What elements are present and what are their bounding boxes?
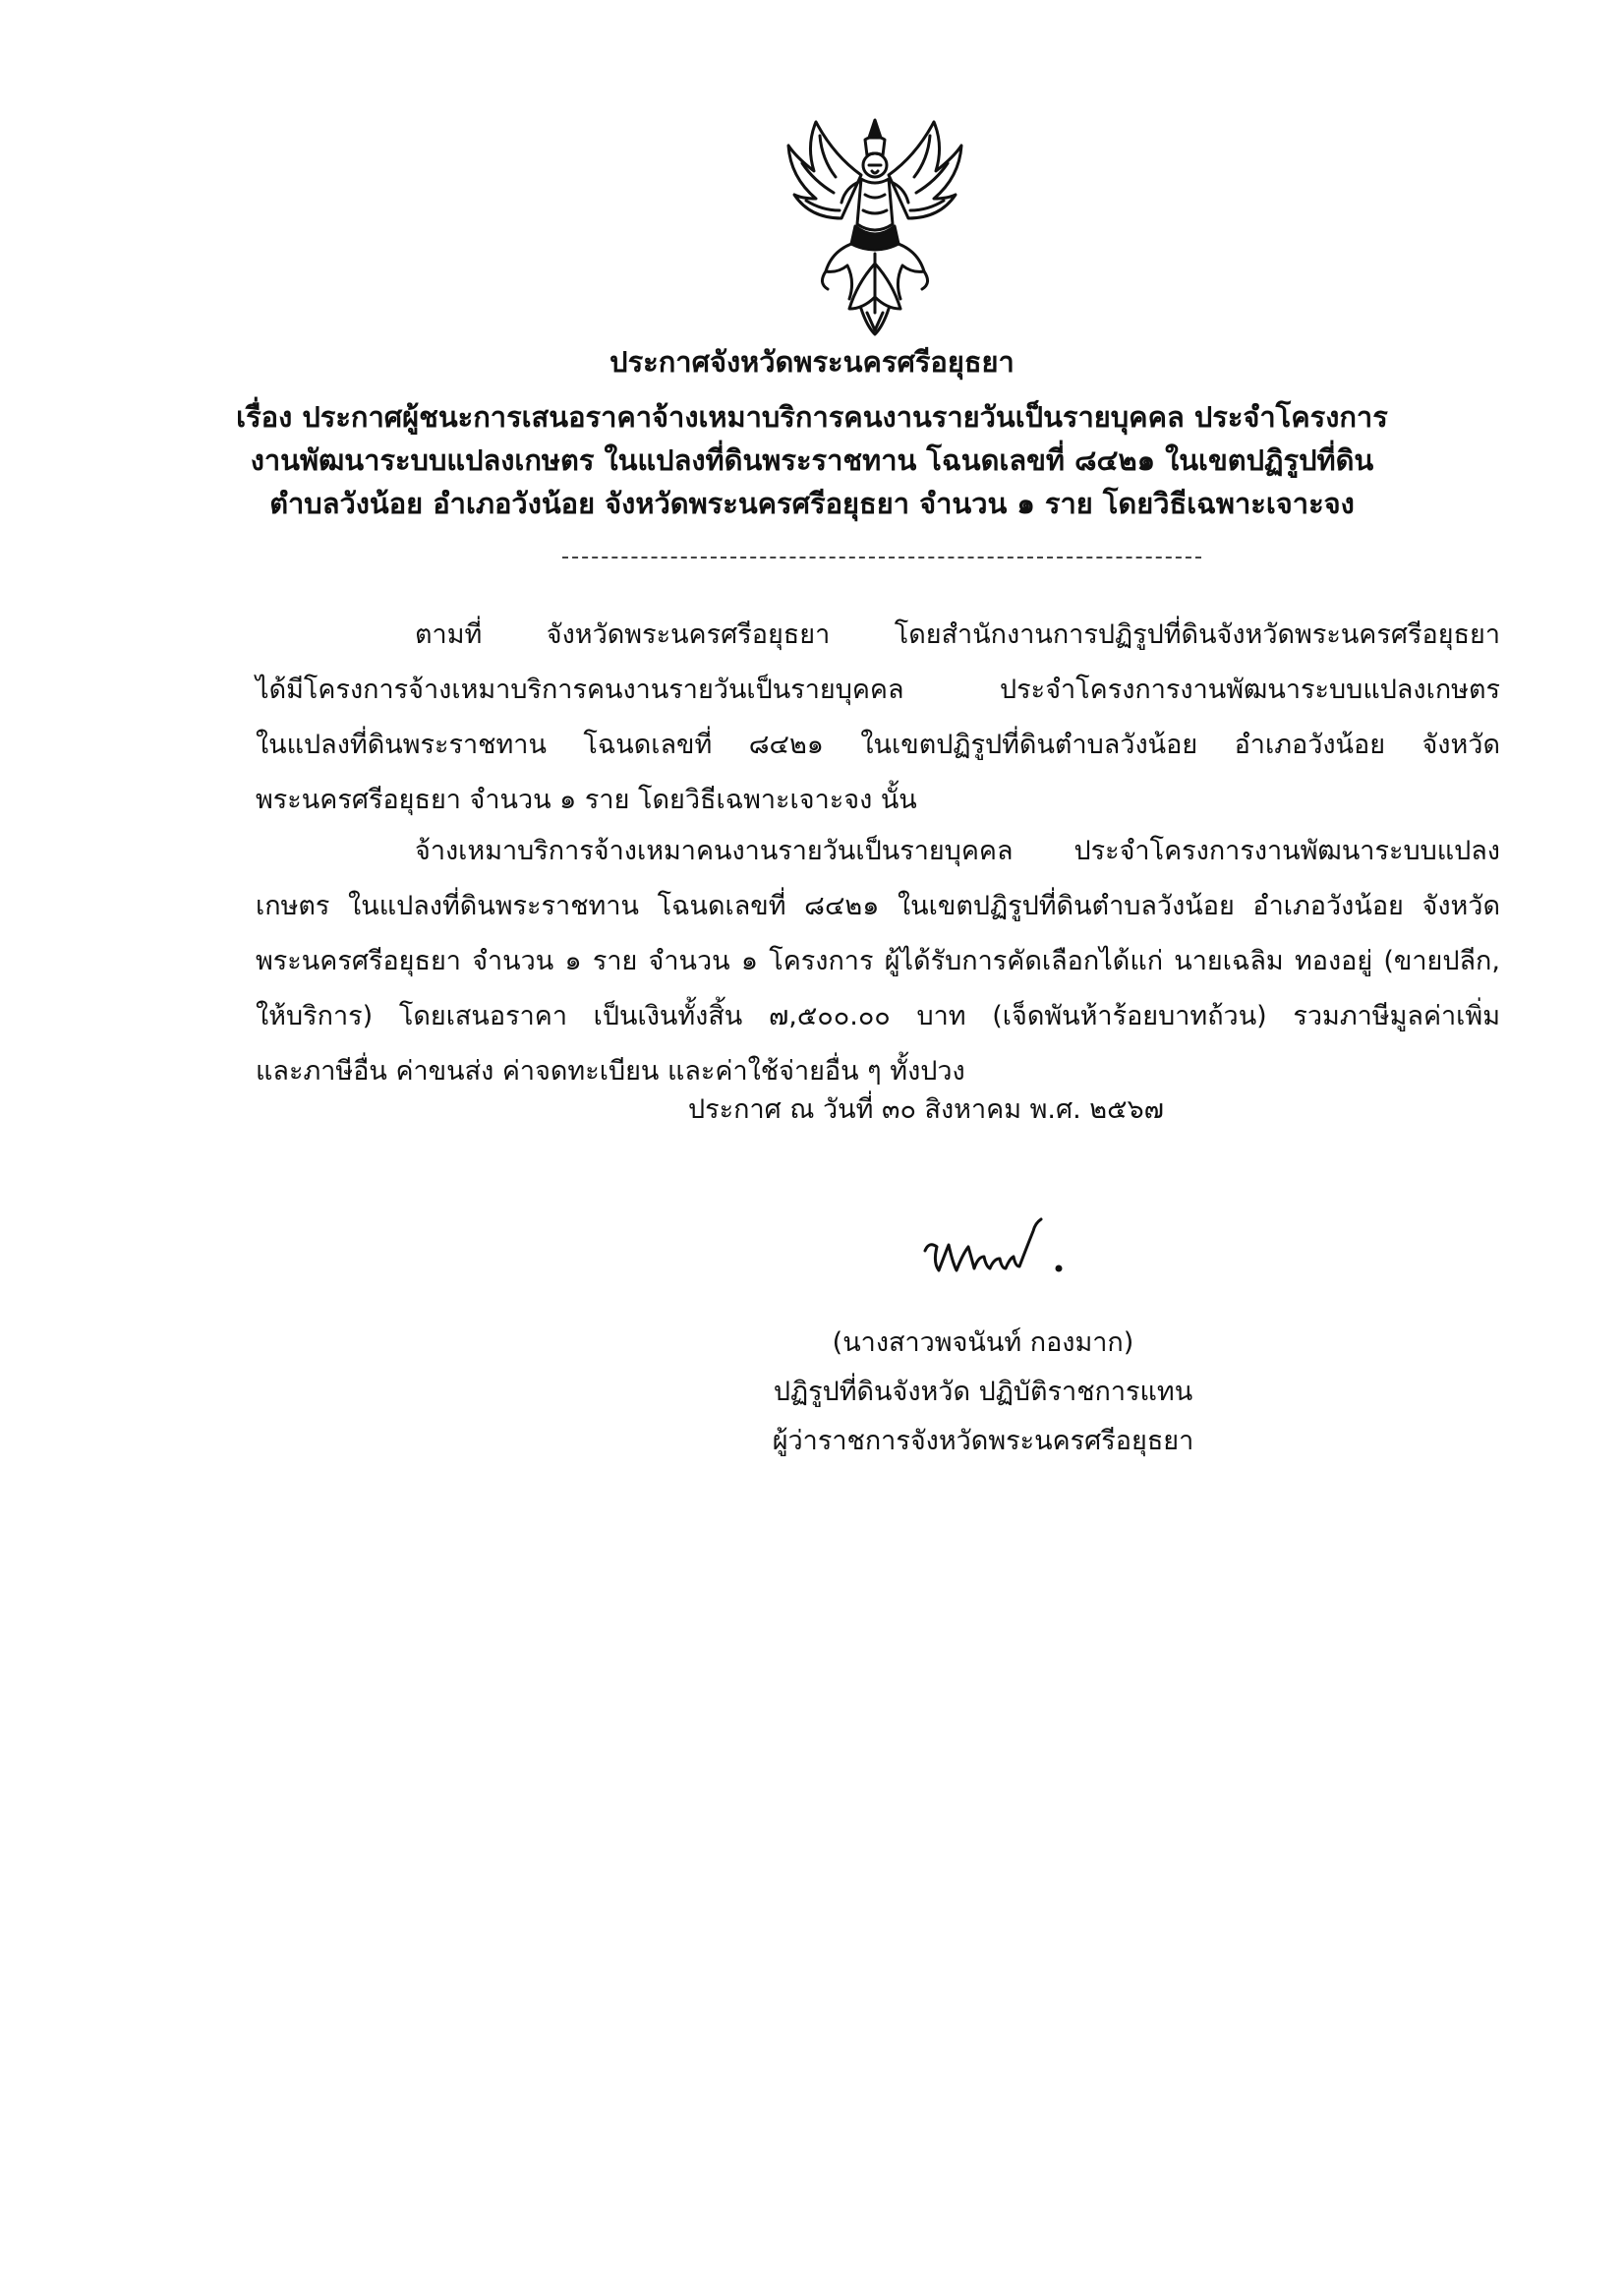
subject-line: เรื่อง ประกาศผู้ชนะการเสนอราคาจ้างเหมาบริการคนงานรายวันเป็นรายบุคคล ประจำโครงการ — [236, 400, 1388, 434]
paragraph-line: จ้างเหมาบริการจ้างเหมาคนงานรายวันเป็นรายบุคคล ประจำโครงการงานพัฒนาระบบแปลง — [415, 836, 1500, 866]
paragraph-line: พระนครศรีอยุธยา จำนวน ๑ ราย จำนวน ๑ โครงการ ผู้ได้รับการคัดเลือกได้แก่ นายเฉลิม ทองอยู่ (ขายปลีก, — [256, 946, 1500, 976]
subject-line: ตำบลวังน้อย อำเภอวังน้อย จังหวัดพระนครศรีอยุธยา จำนวน ๑ ราย โดยวิธีเฉพาะเจาะจง — [269, 487, 1355, 520]
paragraph-line: ในแปลงที่ดินพระราชทาน โฉนดเลขที่ ๘๔๒๑ ในเขตปฏิรูปที่ดินตำบลวังน้อย อำเภอวังน้อย จังหวัด — [256, 730, 1500, 760]
signer-position: ปฏิรูปที่ดินจังหวัด ปฏิบัติราชการแทน — [773, 1377, 1193, 1407]
announcement-title: ประกาศจังหวัดพระนครศรีอยุธยา — [609, 345, 1015, 379]
garuda-emblem-icon — [777, 116, 973, 342]
subject-line: งานพัฒนาระบบแปลงเกษตร ในแปลงที่ดินพระราชทาน โฉนดเลขที่ ๘๔๒๑ ในเขตปฏิรูปที่ดิน — [250, 443, 1374, 477]
handwritten-signature — [919, 1211, 1076, 1290]
paragraph-line: ให้บริการ) โดยเสนอราคา เป็นเงินทั้งสิ้น ๗,๕๐๐.๐๐ บาท (เจ็ดพันห้าร้อยบาทถ้วน) รวมภาษีมูลค่าเพิ่ม — [256, 1001, 1500, 1031]
paragraph-line: พระนครศรีอยุธยา จำนวน ๑ ราย โดยวิธีเฉพาะเจาะจง นั้น — [256, 785, 917, 815]
paragraph-line: เกษตร ในแปลงที่ดินพระราชทาน โฉนดเลขที่ ๘๔๒๑ ในเขตปฏิรูปที่ดินตำบลวังน้อย อำเภอวังน้อย จังหวัด — [256, 891, 1500, 921]
signer-name: (นางสาวพจนันท์ กองมาก) — [832, 1327, 1134, 1358]
announcement-date: ประกาศ ณ วันที่ ๓๐ สิงหาคม พ.ศ. ๒๕๖๗ — [688, 1094, 1164, 1125]
body-paragraph-1 — [256, 608, 1500, 828]
signer-position: ผู้ว่าราชการจังหวัดพระนครศรีอยุธยา — [772, 1426, 1194, 1456]
dashed-divider — [562, 557, 1201, 559]
body-paragraph-2 — [256, 824, 1500, 1099]
paragraph-line: ตามที่ จังหวัดพระนครศรีอยุธยา โดยสำนักงานการปฏิรูปที่ดินจังหวัดพระนครศรีอยุธยา — [415, 619, 1500, 650]
announcement-subject — [197, 395, 1427, 525]
paragraph-line: และภาษีอื่น ค่าขนส่ง ค่าจดทะเบียน และค่าใช้จ่ายอื่น ๆ ทั้งปวง — [256, 1056, 965, 1087]
paragraph-line: ได้มีโครงการจ้างเหมาบริการคนงานรายวันเป็นรายบุคคล ประจำโครงการงานพัฒนาระบบแปลงเกษตร — [256, 675, 1500, 705]
